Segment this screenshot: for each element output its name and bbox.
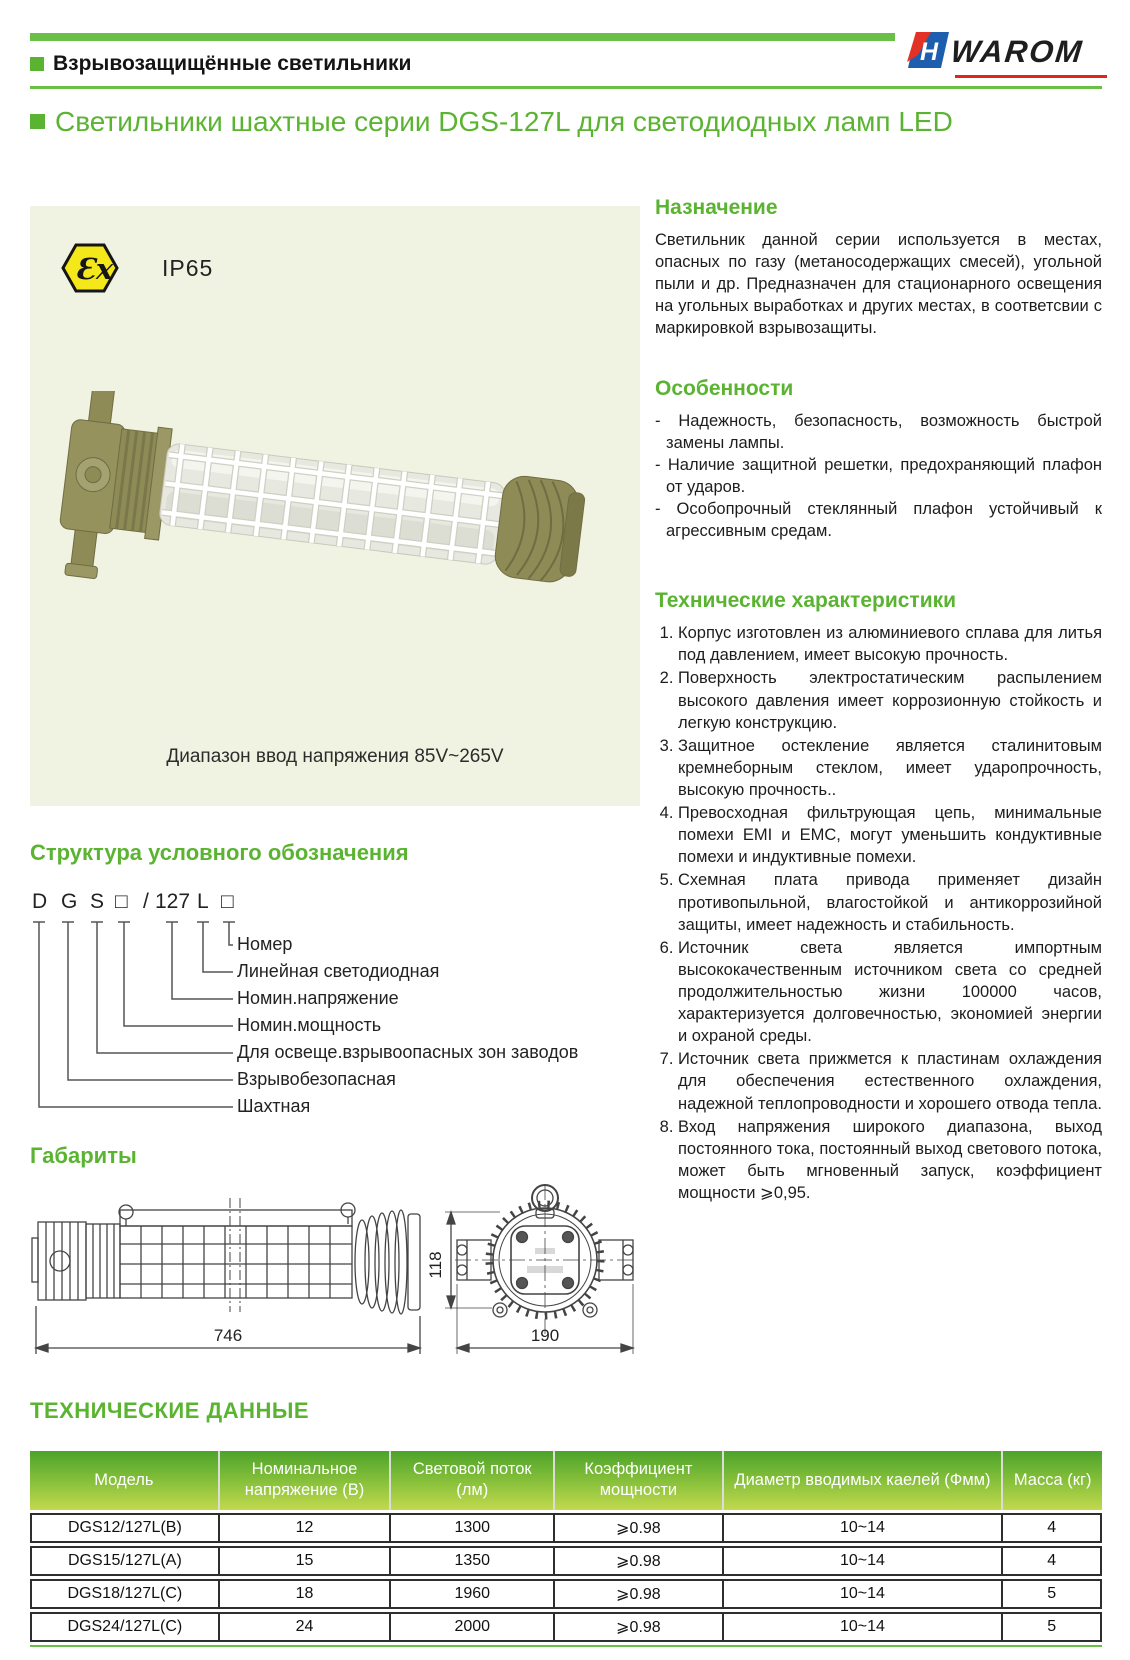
col-header-mass: Масса (кг) [1003, 1451, 1102, 1510]
structure-label: Взрывобезопасная [237, 1069, 396, 1089]
warom-emblem-icon [903, 28, 951, 72]
category-header [30, 52, 411, 76]
product-hero-panel [30, 206, 640, 806]
structure-label: Номин.напряжение [237, 988, 399, 1008]
code-part: 127 [155, 890, 191, 913]
header-divider [30, 86, 1102, 89]
code-part: G [61, 890, 78, 913]
table-row [30, 1513, 1102, 1543]
col-header-cable-diameter: Диаметр вводимых каелей (Фмм) [724, 1451, 1004, 1510]
col-header-voltage: Номинальное напряжение (В) [220, 1451, 392, 1510]
table-row [30, 1579, 1102, 1609]
cell-voltage: 12 [220, 1513, 392, 1543]
cell-voltage: 15 [220, 1546, 392, 1576]
cell-mass: 4 [1003, 1513, 1102, 1543]
spec-table [30, 1448, 1102, 1645]
code-part: S [90, 890, 105, 913]
top-green-bar [30, 33, 895, 41]
dimension-drawings [30, 1182, 650, 1392]
ip-rating: IP65 [162, 254, 214, 281]
cell-flux: 1350 [391, 1546, 555, 1576]
features-title: Особенности [655, 376, 794, 400]
cell-power-factor: ⩾0.98 [555, 1579, 723, 1609]
table-header-row [30, 1451, 1102, 1510]
structure-label: Линейная светодиодная [237, 961, 440, 981]
cell-cable-diameter: 10~14 [724, 1513, 1004, 1543]
dimensions-title: Габариты [30, 1143, 137, 1168]
cell-cable-diameter: 10~14 [724, 1546, 1004, 1576]
tech-list [655, 622, 1102, 1204]
structure-label: Шахтная [237, 1096, 311, 1116]
cell-cable-diameter: 10~14 [724, 1579, 1004, 1609]
structure-title: Структура условного обозначения [30, 840, 409, 865]
green-square-icon [30, 114, 45, 129]
structure-label: Номер [237, 934, 293, 954]
cell-mass: 5 [1003, 1579, 1102, 1609]
tech-item: 3. Защитное остекление является сталинитовым кремнеборным стеклом, имеет ударопрочность, высокую прочность.. [678, 735, 1102, 801]
length-dim-label: 746 [213, 1326, 243, 1345]
code-part: / [143, 890, 149, 913]
category-title: Взрывозащищённые светильники [53, 52, 412, 75]
svg-text:H: H [920, 38, 939, 66]
structure-label: Номин.мощность [237, 1015, 382, 1035]
table-row [30, 1612, 1102, 1642]
tech-item: 6. Источник света является импортным высококачественным источником света со средней продолжительностью жизни 100000 часов, характеризуется долговечностью, экономией энергии и охраной среды. [678, 937, 1102, 1048]
tech-item: 5. Схемная плата привода применяет дизайн противопыльной, влагостойкой и антикоррозийной защиты, имеет надежность и стабильность. [678, 869, 1102, 935]
features-list [655, 410, 1102, 543]
cell-flux: 1960 [391, 1579, 555, 1609]
brand-logo [903, 28, 1113, 78]
cell-mass: 5 [1003, 1612, 1102, 1642]
feature-item: - Особопрочный стеклянный плафон устойчивый к агрессивным средам. [655, 499, 1102, 541]
tech-title: Технические характеристики [655, 589, 957, 613]
purpose-title: Назначение [655, 196, 778, 219]
col-header-model: Модель [30, 1451, 220, 1510]
code-part: □ [115, 890, 128, 913]
voltage-caption: Диапазон ввод напряжения 85V~265V [166, 746, 504, 767]
purpose-body: Светильник данной серии используется в местах, опасных по газу (метаносодержащих смесей), угольной пыли и др. Предназначен для стационарного освещения на угольных выработках и других местах, в соответсвии с маркировкой взрывозащиты. [655, 231, 1102, 338]
right-column [655, 196, 1102, 1205]
code-part: L [197, 890, 209, 913]
code-part: □ [221, 890, 234, 913]
tech-item: 1. Корпус изготовлен из алюминиевого сплава для литья под давлением, имеет высокую прочность. [678, 622, 1102, 666]
table-title: ТЕХНИЧЕСКИЕ ДАННЫЕ [30, 1398, 310, 1423]
cell-power-factor: ⩾0.98 [555, 1546, 723, 1576]
col-header-flux: Световой поток (лм) [391, 1451, 555, 1510]
footer-divider [30, 1645, 1102, 1647]
product-photo [52, 391, 612, 651]
brand-wordmark: WAROM [949, 34, 1086, 69]
tech-item: 4. Превосходная фильтрующая цепь, минимальные помехи EMI и EMC, могут уменьшить кондуктивные помехи и индуктивные помехи. [678, 802, 1102, 868]
table-row [30, 1546, 1102, 1576]
tech-item: 7. Источник света прижмется к пластинам охлаждения для обеспечения естественного охлаждения, надежной теплопроводности и хорошего отвода тепла. [678, 1048, 1102, 1114]
height-dim-label: 118 [426, 1251, 445, 1279]
cell-power-factor: ⩾0.98 [555, 1513, 723, 1543]
cell-mass: 4 [1003, 1546, 1102, 1576]
ex-atex-icon [60, 242, 120, 294]
cell-model: DGS18/127L(C) [30, 1579, 220, 1609]
tech-item: 2. Поверхность электростатическим распылением высокого давления имеет коррозионную стойкость и легкую конструкцию. [678, 667, 1102, 733]
feature-item: - Наличие защитной решетки, предохраняющий плафон от ударов. [655, 455, 1102, 496]
cell-voltage: 18 [220, 1579, 392, 1609]
cell-cable-diameter: 10~14 [724, 1612, 1004, 1642]
structure-label: Для освеще.взрывоопасных зон заводов [237, 1042, 579, 1062]
code-part: D [32, 890, 48, 913]
cell-voltage: 24 [220, 1612, 392, 1642]
cell-power-factor: ⩾0.98 [555, 1612, 723, 1642]
svg-text:Ɛx: Ɛx [75, 252, 114, 286]
width-dim-label: 190 [530, 1326, 560, 1345]
feature-item: - Надежность, безопасность, возможность быстрой замены лампы. [655, 411, 1102, 452]
cell-model: DGS15/127L(A) [30, 1546, 220, 1576]
col-header-power-factor: Коэффициент мощности [555, 1451, 723, 1510]
cell-flux: 1300 [391, 1513, 555, 1543]
cell-model: DGS12/127L(B) [30, 1513, 220, 1543]
cell-flux: 2000 [391, 1612, 555, 1642]
page-title: Светильники шахтные серии DGS-127L для светодиодных ламп LED [55, 106, 953, 137]
green-square-icon [30, 57, 44, 71]
tech-item: 8. Вход напряжения широкого диапазона, выход постоянного тока, постоянный выход светового потока, может быть мгновенный запуск, коэффициент мощности ⩾0,95. [678, 1116, 1102, 1204]
brand-underline [955, 75, 1107, 78]
page-title-row [30, 106, 953, 138]
cell-model: DGS24/127L(C) [30, 1612, 220, 1642]
